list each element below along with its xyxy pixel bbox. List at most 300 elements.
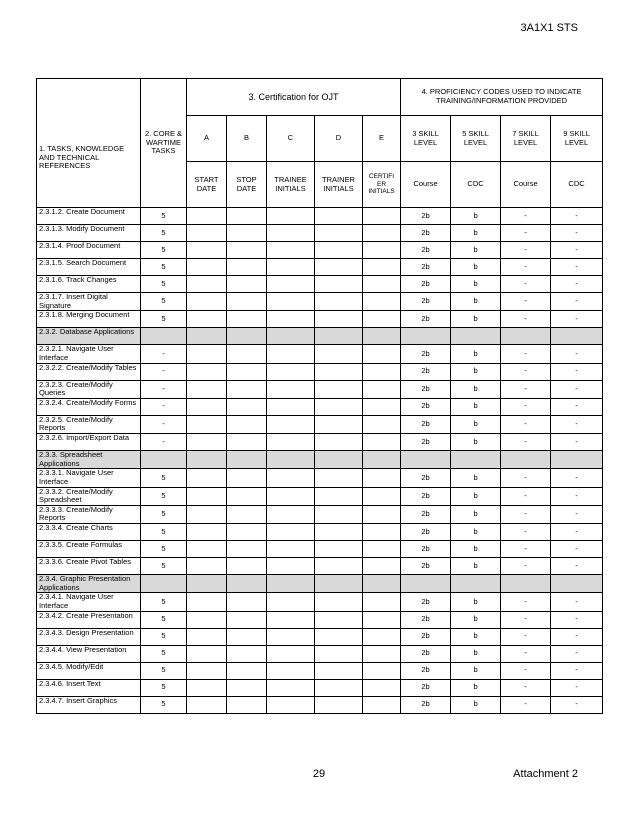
skill-5-cell: b bbox=[451, 628, 501, 645]
empty-cell bbox=[551, 451, 603, 469]
task-cell: 2.3.4.1. Navigate User Interface bbox=[37, 593, 141, 611]
task-cell: 2.3.1.4. Proof Document bbox=[37, 242, 141, 259]
empty-cell bbox=[141, 575, 187, 593]
certification-cell bbox=[267, 398, 315, 415]
skill-9-cell: - bbox=[551, 469, 603, 487]
core-cell: 5 bbox=[141, 696, 187, 713]
task-cell: 2.3.4.5. Modify/Edit bbox=[37, 662, 141, 679]
col-cdc-9: CDC bbox=[551, 162, 603, 208]
certification-cell bbox=[363, 363, 401, 380]
certification-cell bbox=[187, 311, 227, 328]
certification-cell bbox=[315, 679, 363, 696]
certification-cell bbox=[267, 363, 315, 380]
table-row bbox=[37, 679, 603, 696]
certification-cell bbox=[187, 628, 227, 645]
certification-cell bbox=[363, 505, 401, 523]
certification-cell bbox=[315, 662, 363, 679]
task-cell: 2.3.2.4. Create/Modify Forms bbox=[37, 398, 141, 415]
certification-cell bbox=[267, 415, 315, 433]
certification-cell bbox=[315, 487, 363, 505]
task-cell: 2.3.2.2. Create/Modify Tables bbox=[37, 363, 141, 380]
skill-3-cell: 2b bbox=[401, 242, 451, 259]
col-start-date: START DATE bbox=[187, 162, 227, 208]
core-cell: 5 bbox=[141, 242, 187, 259]
certification-cell bbox=[227, 345, 267, 363]
skill-7-cell: - bbox=[501, 662, 551, 679]
task-cell: 2.3.1.6. Track Changes bbox=[37, 276, 141, 293]
certification-cell bbox=[267, 645, 315, 662]
certification-cell bbox=[363, 434, 401, 451]
certification-cell bbox=[267, 628, 315, 645]
col-9-skill: 9 SKILL LEVEL bbox=[551, 116, 603, 162]
core-cell: 5 bbox=[141, 208, 187, 225]
task-cell: 2.3.3.3. Create/Modify Reports bbox=[37, 505, 141, 523]
certification-cell bbox=[187, 225, 227, 242]
empty-cell bbox=[363, 575, 401, 593]
skill-5-cell: b bbox=[451, 487, 501, 505]
certification-cell bbox=[315, 380, 363, 398]
certification-cell bbox=[187, 505, 227, 523]
skill-9-cell: - bbox=[551, 524, 603, 541]
skill-9-cell: - bbox=[551, 487, 603, 505]
certification-cell bbox=[363, 311, 401, 328]
certification-cell bbox=[187, 242, 227, 259]
task-cell: 2.3.1.3. Modify Document bbox=[37, 225, 141, 242]
skill-7-cell: - bbox=[501, 259, 551, 276]
task-cell: 2.3.3.1. Navigate User Interface bbox=[37, 469, 141, 487]
certification-cell bbox=[267, 242, 315, 259]
empty-cell bbox=[187, 575, 227, 593]
table-row bbox=[37, 524, 603, 541]
certification-cell bbox=[227, 242, 267, 259]
certification-cell bbox=[315, 505, 363, 523]
skill-7-cell: - bbox=[501, 645, 551, 662]
empty-cell bbox=[315, 451, 363, 469]
skill-7-cell: - bbox=[501, 487, 551, 505]
skill-9-cell: - bbox=[551, 259, 603, 276]
certification-cell bbox=[227, 679, 267, 696]
col-d: D bbox=[315, 116, 363, 162]
certification-cell bbox=[315, 434, 363, 451]
section-row bbox=[37, 451, 603, 469]
skill-3-cell: 2b bbox=[401, 541, 451, 558]
skill-3-cell: 2b bbox=[401, 487, 451, 505]
certification-cell bbox=[315, 611, 363, 628]
table-row bbox=[37, 505, 603, 523]
certification-cell bbox=[315, 696, 363, 713]
certification-cell bbox=[315, 628, 363, 645]
certification-cell bbox=[363, 380, 401, 398]
empty-cell bbox=[451, 575, 501, 593]
skill-9-cell: - bbox=[551, 558, 603, 575]
certification-cell bbox=[363, 487, 401, 505]
certification-cell bbox=[187, 276, 227, 293]
core-cell: 5 bbox=[141, 225, 187, 242]
certification-cell bbox=[187, 487, 227, 505]
table-row bbox=[37, 434, 603, 451]
certification-cell bbox=[315, 363, 363, 380]
empty-cell bbox=[401, 451, 451, 469]
task-cell: 2.3.1.7. Insert Digital Signature bbox=[37, 293, 141, 311]
certification-cell bbox=[267, 434, 315, 451]
certification-cell bbox=[363, 524, 401, 541]
table-row bbox=[37, 259, 603, 276]
skill-5-cell: b bbox=[451, 398, 501, 415]
certification-cell bbox=[227, 434, 267, 451]
core-cell: 5 bbox=[141, 558, 187, 575]
col-a: A bbox=[187, 116, 227, 162]
certification-cell bbox=[363, 276, 401, 293]
certification-cell bbox=[363, 593, 401, 611]
certification-cell bbox=[267, 259, 315, 276]
skill-5-cell: b bbox=[451, 696, 501, 713]
skill-7-cell: - bbox=[501, 469, 551, 487]
certification-cell bbox=[363, 662, 401, 679]
task-cell: 2.3.4.2. Create Presentation bbox=[37, 611, 141, 628]
certification-cell bbox=[187, 593, 227, 611]
document-id: 3A1X1 STS bbox=[520, 22, 578, 34]
core-cell: 5 bbox=[141, 541, 187, 558]
certification-cell bbox=[363, 645, 401, 662]
certification-cell bbox=[187, 345, 227, 363]
certification-cell bbox=[315, 469, 363, 487]
skill-5-cell: b bbox=[451, 208, 501, 225]
certification-cell bbox=[227, 558, 267, 575]
core-cell: 5 bbox=[141, 628, 187, 645]
col-proficiency-header: 4. PROFICIENCY CODES USED TO INDICATE TRAINING/INFORMATION PROVIDED bbox=[401, 79, 603, 116]
skill-9-cell: - bbox=[551, 363, 603, 380]
core-cell: - bbox=[141, 415, 187, 433]
col-trainer-initials: TRAINER INITIALS bbox=[315, 162, 363, 208]
table-row bbox=[37, 415, 603, 433]
certification-cell bbox=[187, 208, 227, 225]
table-row bbox=[37, 276, 603, 293]
task-cell: 2.3.4.3. Design Presentation bbox=[37, 628, 141, 645]
skill-5-cell: b bbox=[451, 505, 501, 523]
skill-9-cell: - bbox=[551, 276, 603, 293]
skill-9-cell: - bbox=[551, 611, 603, 628]
skill-7-cell: - bbox=[501, 293, 551, 311]
skill-5-cell: b bbox=[451, 679, 501, 696]
certification-cell bbox=[267, 380, 315, 398]
skill-9-cell: - bbox=[551, 242, 603, 259]
empty-cell bbox=[501, 575, 551, 593]
certification-cell bbox=[187, 524, 227, 541]
skill-9-cell: - bbox=[551, 398, 603, 415]
certification-cell bbox=[267, 558, 315, 575]
certification-cell bbox=[315, 645, 363, 662]
empty-cell bbox=[551, 328, 603, 345]
table-row bbox=[37, 696, 603, 713]
certification-cell bbox=[227, 541, 267, 558]
skill-9-cell: - bbox=[551, 208, 603, 225]
skill-3-cell: 2b bbox=[401, 398, 451, 415]
certification-cell bbox=[267, 679, 315, 696]
certification-cell bbox=[267, 293, 315, 311]
skill-3-cell: 2b bbox=[401, 505, 451, 523]
skill-3-cell: 2b bbox=[401, 611, 451, 628]
core-cell: 5 bbox=[141, 469, 187, 487]
skill-7-cell: - bbox=[501, 398, 551, 415]
skill-9-cell: - bbox=[551, 345, 603, 363]
skill-5-cell: b bbox=[451, 558, 501, 575]
skill-5-cell: b bbox=[451, 611, 501, 628]
skill-3-cell: 2b bbox=[401, 524, 451, 541]
core-cell: 5 bbox=[141, 276, 187, 293]
core-cell: - bbox=[141, 398, 187, 415]
certification-cell bbox=[267, 593, 315, 611]
sts-table bbox=[36, 78, 603, 714]
skill-9-cell: - bbox=[551, 593, 603, 611]
skill-5-cell: b bbox=[451, 363, 501, 380]
table-row bbox=[37, 380, 603, 398]
certification-cell bbox=[227, 524, 267, 541]
certification-cell bbox=[363, 469, 401, 487]
certification-cell bbox=[187, 363, 227, 380]
col-trainee-initials: TRAINEE INITIALS bbox=[267, 162, 315, 208]
certification-cell bbox=[187, 434, 227, 451]
certification-cell bbox=[363, 558, 401, 575]
certification-cell bbox=[363, 541, 401, 558]
skill-3-cell: 2b bbox=[401, 225, 451, 242]
core-cell: 5 bbox=[141, 662, 187, 679]
core-cell: 5 bbox=[141, 505, 187, 523]
table-row bbox=[37, 311, 603, 328]
certification-cell bbox=[187, 398, 227, 415]
table-row bbox=[37, 208, 603, 225]
certification-cell bbox=[315, 259, 363, 276]
col-tasks-header: 1. TASKS, KNOWLEDGE AND TECHNICAL REFERENCES bbox=[37, 79, 141, 208]
skill-7-cell: - bbox=[501, 628, 551, 645]
skill-9-cell: - bbox=[551, 225, 603, 242]
certification-cell bbox=[315, 293, 363, 311]
skill-9-cell: - bbox=[551, 679, 603, 696]
skill-3-cell: 2b bbox=[401, 645, 451, 662]
skill-7-cell: - bbox=[501, 311, 551, 328]
task-cell: 2.3.3.4. Create Charts bbox=[37, 524, 141, 541]
certification-cell bbox=[363, 225, 401, 242]
core-cell: 5 bbox=[141, 259, 187, 276]
section-row bbox=[37, 575, 603, 593]
skill-9-cell: - bbox=[551, 628, 603, 645]
certification-cell bbox=[267, 696, 315, 713]
skill-5-cell: b bbox=[451, 524, 501, 541]
certification-cell bbox=[187, 541, 227, 558]
certification-cell bbox=[227, 696, 267, 713]
certification-cell bbox=[315, 242, 363, 259]
col-course-7: Course bbox=[501, 162, 551, 208]
core-cell: - bbox=[141, 434, 187, 451]
table-row bbox=[37, 593, 603, 611]
certification-cell bbox=[187, 380, 227, 398]
task-cell: 2.3.1.5. Search Document bbox=[37, 259, 141, 276]
skill-5-cell: b bbox=[451, 259, 501, 276]
empty-cell bbox=[267, 328, 315, 345]
skill-7-cell: - bbox=[501, 380, 551, 398]
task-cell: 2.3.1.2. Create Document bbox=[37, 208, 141, 225]
core-cell: - bbox=[141, 363, 187, 380]
col-course-3: Course bbox=[401, 162, 451, 208]
certification-cell bbox=[363, 415, 401, 433]
certification-cell bbox=[227, 276, 267, 293]
certification-cell bbox=[315, 541, 363, 558]
certification-cell bbox=[315, 558, 363, 575]
skill-9-cell: - bbox=[551, 662, 603, 679]
certification-cell bbox=[187, 696, 227, 713]
empty-cell bbox=[267, 451, 315, 469]
core-cell: - bbox=[141, 380, 187, 398]
skill-9-cell: - bbox=[551, 434, 603, 451]
certification-cell bbox=[227, 645, 267, 662]
empty-cell bbox=[187, 451, 227, 469]
certification-cell bbox=[227, 469, 267, 487]
skill-5-cell: b bbox=[451, 593, 501, 611]
core-cell: 5 bbox=[141, 487, 187, 505]
empty-cell bbox=[227, 328, 267, 345]
certification-cell bbox=[315, 415, 363, 433]
skill-3-cell: 2b bbox=[401, 208, 451, 225]
skill-5-cell: b bbox=[451, 225, 501, 242]
table-row bbox=[37, 469, 603, 487]
empty-cell bbox=[315, 328, 363, 345]
certification-cell bbox=[187, 415, 227, 433]
empty-cell bbox=[363, 451, 401, 469]
table-row bbox=[37, 541, 603, 558]
core-cell: 5 bbox=[141, 611, 187, 628]
skill-7-cell: - bbox=[501, 276, 551, 293]
certification-cell bbox=[227, 293, 267, 311]
certification-cell bbox=[227, 662, 267, 679]
skill-9-cell: - bbox=[551, 541, 603, 558]
core-cell: 5 bbox=[141, 645, 187, 662]
skill-5-cell: b bbox=[451, 242, 501, 259]
skill-7-cell: - bbox=[501, 593, 551, 611]
certification-cell bbox=[227, 398, 267, 415]
skill-7-cell: - bbox=[501, 208, 551, 225]
certification-cell bbox=[315, 311, 363, 328]
certification-cell bbox=[227, 505, 267, 523]
skill-7-cell: - bbox=[501, 679, 551, 696]
certification-cell bbox=[227, 628, 267, 645]
empty-cell bbox=[227, 451, 267, 469]
task-cell: 2.3.4. Graphic Presentation Applications bbox=[37, 575, 141, 593]
empty-cell bbox=[141, 328, 187, 345]
skill-7-cell: - bbox=[501, 524, 551, 541]
skill-3-cell: 2b bbox=[401, 558, 451, 575]
col-stop-date: STOP DATE bbox=[227, 162, 267, 208]
empty-cell bbox=[501, 328, 551, 345]
skill-7-cell: - bbox=[501, 415, 551, 433]
certification-cell bbox=[227, 593, 267, 611]
certification-cell bbox=[267, 524, 315, 541]
skill-9-cell: - bbox=[551, 505, 603, 523]
certification-cell bbox=[187, 469, 227, 487]
empty-cell bbox=[451, 451, 501, 469]
task-cell: 2.3.3.6. Create Pivot Tables bbox=[37, 558, 141, 575]
skill-9-cell: - bbox=[551, 311, 603, 328]
core-cell: 5 bbox=[141, 593, 187, 611]
col-b: B bbox=[227, 116, 267, 162]
certification-cell bbox=[267, 487, 315, 505]
skill-5-cell: b bbox=[451, 276, 501, 293]
certification-cell bbox=[267, 469, 315, 487]
col-certification-header: 3. Certification for OJT bbox=[187, 79, 401, 116]
task-cell: 2.3.2.5. Create/Modify Reports bbox=[37, 415, 141, 433]
certification-cell bbox=[267, 541, 315, 558]
page-number: 29 bbox=[312, 768, 326, 780]
certification-cell bbox=[267, 276, 315, 293]
task-cell: 2.3.1.8. Merging Document bbox=[37, 311, 141, 328]
skill-7-cell: - bbox=[501, 363, 551, 380]
skill-3-cell: 2b bbox=[401, 662, 451, 679]
certification-cell bbox=[227, 415, 267, 433]
table-row bbox=[37, 242, 603, 259]
certification-cell bbox=[363, 293, 401, 311]
certification-cell bbox=[315, 225, 363, 242]
table-row bbox=[37, 645, 603, 662]
certification-cell bbox=[227, 225, 267, 242]
certification-cell bbox=[227, 259, 267, 276]
certification-cell bbox=[187, 611, 227, 628]
col-c: C bbox=[267, 116, 315, 162]
certification-cell bbox=[315, 208, 363, 225]
col-5-skill: 5 SKILL LEVEL bbox=[451, 116, 501, 162]
certification-cell bbox=[227, 208, 267, 225]
certification-cell bbox=[187, 679, 227, 696]
certification-cell bbox=[315, 593, 363, 611]
col-core-header: 2. CORE & WARTIME TASKS bbox=[141, 79, 187, 208]
skill-5-cell: b bbox=[451, 345, 501, 363]
skill-3-cell: 2b bbox=[401, 259, 451, 276]
certification-cell bbox=[315, 524, 363, 541]
task-cell: 2.3.2.1. Navigate User Interface bbox=[37, 345, 141, 363]
skill-3-cell: 2b bbox=[401, 415, 451, 433]
task-cell: 2.3.4.6. Insert Text bbox=[37, 679, 141, 696]
table-row bbox=[37, 363, 603, 380]
certification-cell bbox=[315, 276, 363, 293]
certification-cell bbox=[227, 363, 267, 380]
certification-cell bbox=[267, 208, 315, 225]
skill-5-cell: b bbox=[451, 434, 501, 451]
col-3-skill: 3 SKILL LEVEL bbox=[401, 116, 451, 162]
task-cell: 2.3.2. Database Applications bbox=[37, 328, 141, 345]
skill-5-cell: b bbox=[451, 380, 501, 398]
skill-3-cell: 2b bbox=[401, 469, 451, 487]
certification-cell bbox=[187, 645, 227, 662]
skill-7-cell: - bbox=[501, 434, 551, 451]
certification-cell bbox=[267, 311, 315, 328]
table-row bbox=[37, 662, 603, 679]
core-cell: 5 bbox=[141, 293, 187, 311]
skill-3-cell: 2b bbox=[401, 311, 451, 328]
task-cell: 2.3.2.3. Create/Modify Queries bbox=[37, 380, 141, 398]
certification-cell bbox=[363, 398, 401, 415]
certification-cell bbox=[363, 679, 401, 696]
certification-cell bbox=[363, 696, 401, 713]
skill-5-cell: b bbox=[451, 541, 501, 558]
empty-cell bbox=[451, 328, 501, 345]
task-cell: 2.3.3. Spreadsheet Applications bbox=[37, 451, 141, 469]
skill-3-cell: 2b bbox=[401, 276, 451, 293]
skill-5-cell: b bbox=[451, 415, 501, 433]
table-row bbox=[37, 487, 603, 505]
skill-7-cell: - bbox=[501, 225, 551, 242]
certification-cell bbox=[187, 259, 227, 276]
skill-5-cell: b bbox=[451, 662, 501, 679]
skill-9-cell: - bbox=[551, 293, 603, 311]
skill-9-cell: - bbox=[551, 696, 603, 713]
skill-3-cell: 2b bbox=[401, 380, 451, 398]
